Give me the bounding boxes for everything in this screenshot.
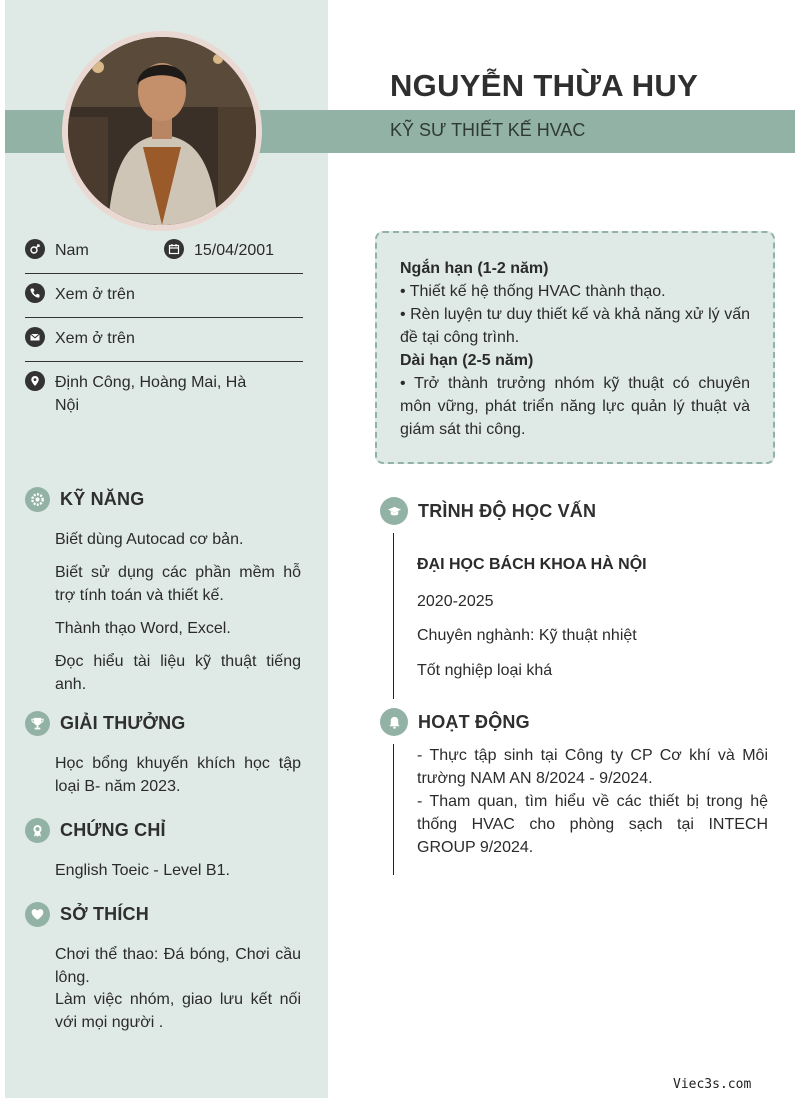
trophy-icon bbox=[25, 711, 50, 736]
phone-row bbox=[25, 283, 303, 318]
certificate-item: English Toeic - Level B1. bbox=[55, 862, 230, 879]
education-grade: Tốt nghiệp loại khá bbox=[417, 662, 553, 679]
location-pin-icon bbox=[25, 371, 45, 391]
candidate-name: NGUYỄN THỪA HUY bbox=[390, 68, 699, 103]
certificates-heading bbox=[25, 818, 166, 843]
long-term-title: Dài hạn (2-5 năm) bbox=[400, 352, 534, 369]
phone-icon bbox=[25, 283, 45, 303]
hobby-item: Chơi thể thao: Đá bóng, Chơi cầu lông. bbox=[55, 946, 301, 986]
short-term-item: • Thiết kế hệ thống HVAC thành thạo. bbox=[400, 283, 666, 300]
certificates-title: CHỨNG CHỈ bbox=[60, 820, 166, 840]
career-goals-box bbox=[375, 231, 775, 464]
short-term-item: • Rèn luyện tư duy thiết kế và khả năng xử lý vấn đề tại công trình. bbox=[400, 306, 750, 346]
gear-icon bbox=[25, 487, 50, 512]
awards-title: GIẢI THƯỞNG bbox=[60, 713, 186, 733]
skill-item: Biết dùng Autocad cơ bản. bbox=[55, 531, 244, 548]
bell-icon bbox=[380, 708, 408, 736]
email-icon bbox=[25, 327, 45, 347]
school-name: ĐẠI HỌC BÁCH KHOA HÀ NỘI bbox=[417, 556, 647, 573]
avatar bbox=[62, 31, 262, 231]
short-term-title: Ngắn hạn (1-2 năm) bbox=[400, 260, 549, 277]
activity-item: - Tham quan, tìm hiểu về các thiết bị trong hệ thống HVAC cho phòng sạch tại INTECH GROUP 9/2024. bbox=[417, 793, 768, 856]
hobbies-heading bbox=[25, 902, 149, 927]
job-title: KỸ SƯ THIẾT KẾ HVAC bbox=[390, 120, 586, 140]
avatar-photo bbox=[68, 37, 256, 225]
activity-item: - Thực tập sinh tại Công ty CP Cơ khí và Môi trường NAM AN 8/2024 - 9/2024. bbox=[417, 747, 768, 787]
email-row bbox=[25, 327, 303, 362]
skills-title: KỸ NĂNG bbox=[60, 489, 145, 509]
activities-heading bbox=[380, 708, 530, 736]
skill-item: Biết sử dụng các phần mềm hỗ trợ tính toán và thiết kế. bbox=[55, 564, 301, 604]
activities-timeline-line bbox=[393, 744, 394, 875]
address-text: Định Công, Hoàng Mai, Hà Nội bbox=[55, 374, 247, 414]
hobbies-title: SỞ THÍCH bbox=[60, 904, 149, 924]
education-heading bbox=[380, 497, 596, 525]
education-period: 2020-2025 bbox=[417, 593, 494, 610]
award-item: Học bổng khuyến khích học tập loại B- năm 2023. bbox=[55, 755, 301, 795]
graduation-cap-icon bbox=[380, 497, 408, 525]
address-row bbox=[25, 371, 275, 417]
calendar-icon bbox=[164, 239, 184, 259]
hobby-item: Làm việc nhóm, giao lưu kết nối với mọi người . bbox=[55, 991, 301, 1031]
gender-text: Nam bbox=[55, 242, 89, 259]
gender-icon bbox=[25, 239, 45, 259]
skill-item: Thành thạo Word, Excel. bbox=[55, 620, 231, 637]
footer-brand: Viec3s.com bbox=[673, 1077, 752, 1092]
medal-icon bbox=[25, 818, 50, 843]
education-title: TRÌNH ĐỘ HỌC VẤN bbox=[418, 500, 597, 521]
long-term-item: • Trở thành trưởng nhóm kỹ thuật có chuyên môn vững, phát triển năng lực quản lý thuật và giám sát thi công. bbox=[400, 375, 750, 438]
education-timeline-line bbox=[393, 533, 394, 699]
skill-item: Đọc hiểu tài liệu kỹ thuật tiếng anh. bbox=[55, 653, 301, 693]
skills-heading bbox=[25, 487, 144, 512]
awards-heading bbox=[25, 711, 185, 736]
email-text: Xem ở trên bbox=[55, 330, 135, 347]
phone-text: Xem ở trên bbox=[55, 286, 135, 303]
birthday-text: 15/04/2001 bbox=[194, 242, 275, 259]
gender-birthday-row bbox=[25, 239, 303, 274]
education-major: Chuyên nghành: Kỹ thuật nhiệt bbox=[417, 627, 637, 644]
heart-icon bbox=[25, 902, 50, 927]
activities-title: HOẠT ĐỘNG bbox=[418, 711, 530, 732]
